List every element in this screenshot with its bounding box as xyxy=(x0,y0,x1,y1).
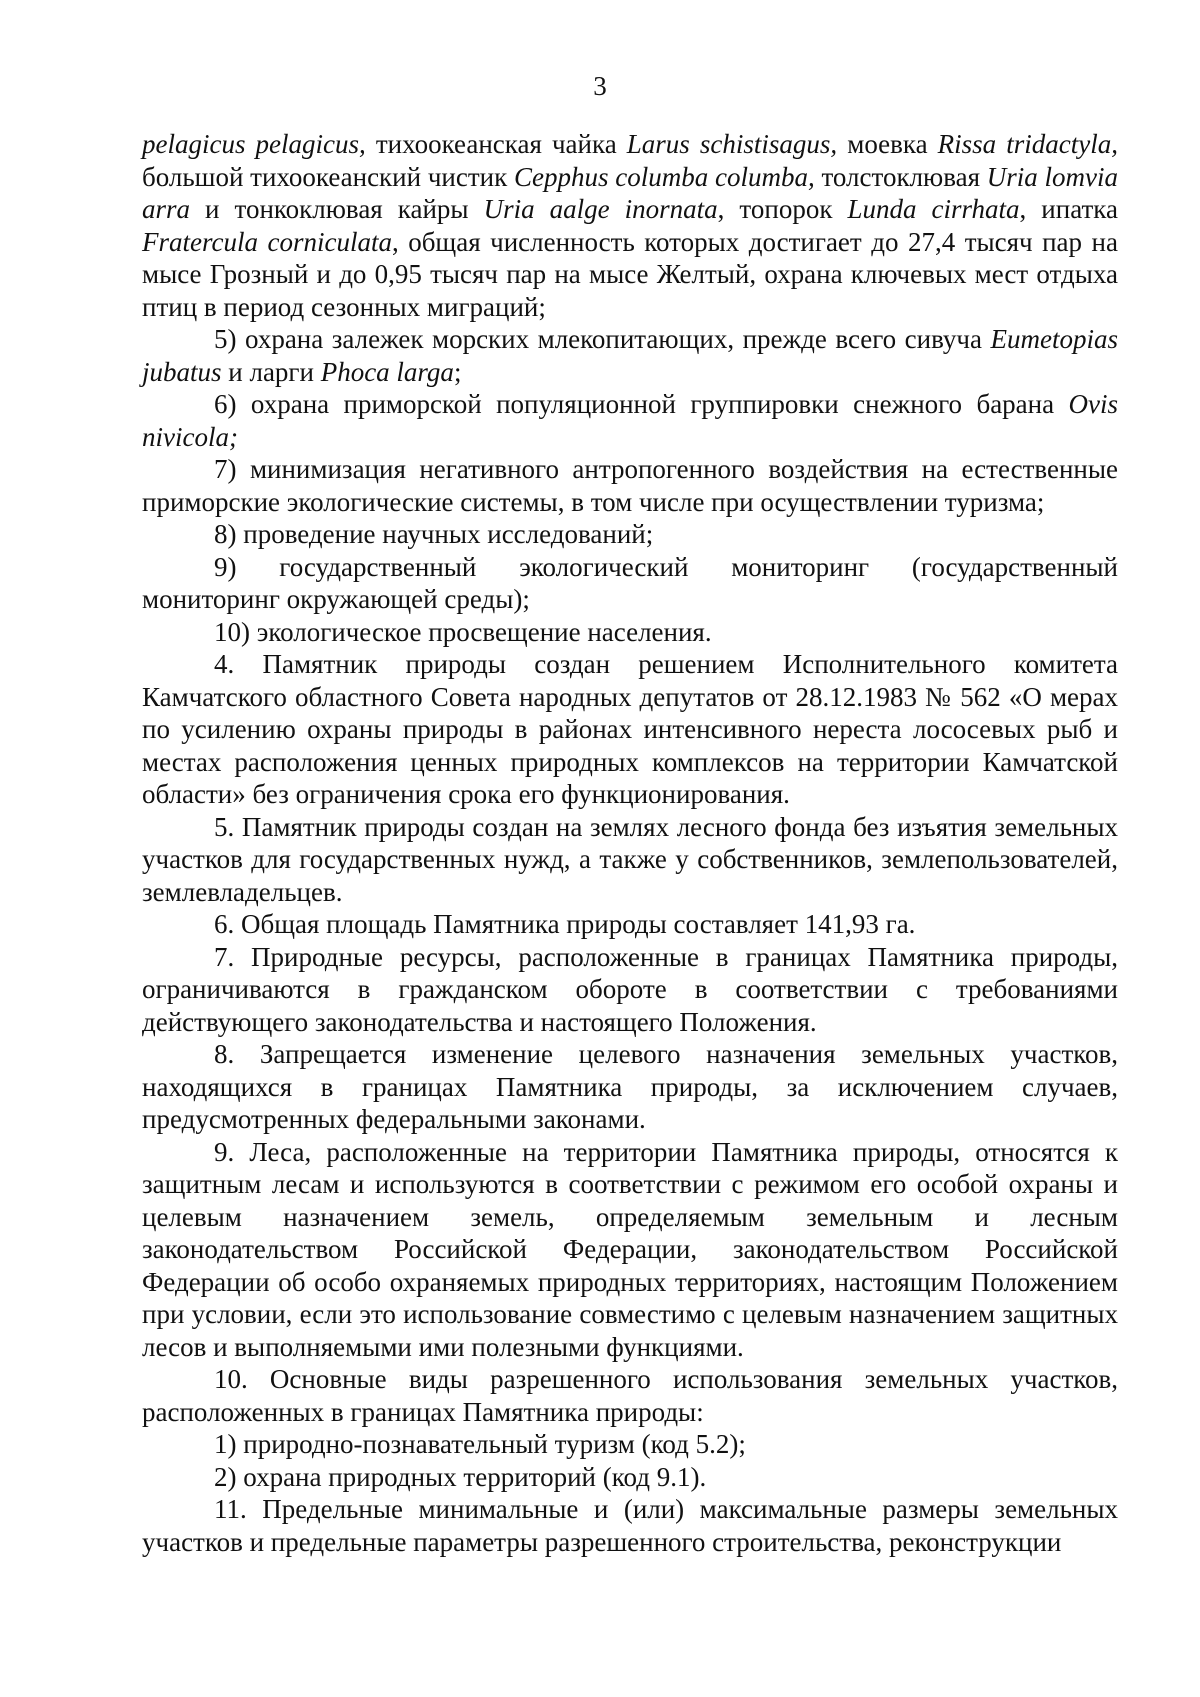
paragraph xyxy=(142,551,1118,616)
paragraph xyxy=(142,811,1118,909)
text-run: 9. Леса, расположенные на территории Памятника природы, относятся к защитным лесам и используются в соответствии с режимом его особой охраны и целевым назначением земель, определяемым земельным и лесным законодательством Российской Федерации, законодательством Российской Федерации об особо охраняемых природных территориях, настоящим Положением при условии, если это использование совместимо с целевым назначением защитных лесов и выполняемыми ими полезными функциями. xyxy=(142,1136,1118,1362)
paragraph xyxy=(142,388,1118,453)
text-run: 7) минимизация негативного антропогенного воздействия на естественные приморские экологические системы, в том числе при осуществлении туризма; xyxy=(142,454,1118,517)
paragraph xyxy=(142,616,1118,649)
latin-species-name: Fratercula corniculata xyxy=(142,226,392,257)
text-run: 10) экологическое просвещение населения. xyxy=(214,616,712,647)
paragraph xyxy=(142,1493,1118,1558)
latin-species-name: Larus schistisagus, xyxy=(626,129,838,159)
latin-species-name: Lunda cirrhata xyxy=(847,194,1020,224)
paragraph xyxy=(142,453,1118,518)
text-run: моевка xyxy=(837,129,938,159)
text-run: , ипатка xyxy=(1019,194,1118,224)
text-run: 6. Общая площадь Памятника природы составляет 141,93 га. xyxy=(214,909,916,939)
latin-species-name: Ovis nivicola; xyxy=(142,389,1118,452)
text-run: 5. Памятник природы создан на землях лесного фонда без изъятия земельных участков для государственных нужд, а также у собственников, землепользователей, землевладельцев. xyxy=(142,811,1118,907)
text-run: 11. Предельные минимальные и (или) максимальные размеры земельных участков и предельные параметры разрешенного строительства, реконструкции xyxy=(142,1494,1118,1557)
text-run: ; xyxy=(453,356,462,387)
document-body xyxy=(142,128,1118,1558)
latin-species-name: Uria lomvia arra xyxy=(142,161,1119,224)
paragraph xyxy=(142,908,1118,941)
paragraph xyxy=(142,1363,1118,1428)
text-run: большой тихоокеанский чистик xyxy=(142,161,514,192)
text-run: 4. Памятник природы создан решением Исполнительного комитета Камчатского областного Совета народных депутатов от 28.12.1983 № 562 «О мерах по усилению охраны природы в районах интенсивного нереста лососевых рыб и местах расположения ценных природных комплексов на территории Камчатской области» без ограничения срока его функционирования. xyxy=(142,649,1118,809)
paragraph xyxy=(142,1136,1118,1364)
paragraph xyxy=(142,941,1118,1039)
latin-species-name: pelagicus pelagicus, xyxy=(142,129,366,159)
text-run: 8. Запрещается изменение целевого назначения земельных участков, находящихся в границах Памятника природы, за исключением случаев, предусмотренных федеральными законами. xyxy=(142,1039,1118,1134)
latin-species-name: Cepphus columba columba, xyxy=(513,161,815,192)
paragraph xyxy=(142,518,1118,551)
paragraph xyxy=(142,128,1118,323)
page-number: 3 xyxy=(593,71,607,101)
latin-species-name: Uria aalge inornata xyxy=(483,194,718,224)
text-run: 10. Основные виды разрешенного использования земельных участков, расположенных в границах Памятника природы: xyxy=(142,1364,1118,1427)
paragraph xyxy=(142,1428,1118,1461)
text-run: 5) охрана залежек морских млекопитающих, прежде всего сивуча xyxy=(214,324,991,354)
text-run: 9) государственный экологический мониторинг (государственный мониторинг окружающей среды); xyxy=(142,551,1118,614)
text-run: 6) охрана приморской популяционной группировки снежного барана xyxy=(214,389,1069,419)
text-run: и ларги xyxy=(221,356,321,387)
text-run: 8) проведение научных исследований; xyxy=(214,519,654,549)
text-run: и тонкоклювая кайры xyxy=(190,194,484,224)
latin-species-name: Phoca larga xyxy=(320,356,454,387)
paragraph xyxy=(142,648,1118,811)
text-run: тихоокеанская чайка xyxy=(365,129,627,159)
text-run: толстоклювая xyxy=(814,161,987,192)
paragraph xyxy=(142,1038,1118,1136)
text-run: , топорок xyxy=(717,194,848,224)
latin-species-name: Rissa tridactyla, xyxy=(937,129,1118,159)
paragraph xyxy=(142,323,1118,388)
text-run: 7. Природные ресурсы, расположенные в границах Памятника природы, ограничиваются в гражданском обороте в соответствии с требованиями действующего законодательства и настоящего Положения. xyxy=(142,941,1118,1037)
text-run: 2) охрана природных территорий (код 9.1). xyxy=(214,1461,707,1492)
text-run: , общая численность которых достигает до 27,4 тысяч пар на мысе Грозный и до 0,95 тысяч пар на мысе Желтый, охрана ключевых мест отдыха птиц в период сезонных миграций; xyxy=(142,226,1118,322)
text-run: 1) природно-познавательный туризм (код 5.2); xyxy=(214,1429,746,1459)
paragraph xyxy=(142,1461,1118,1494)
latin-species-name: Eumetopias jubatus xyxy=(142,324,1118,387)
